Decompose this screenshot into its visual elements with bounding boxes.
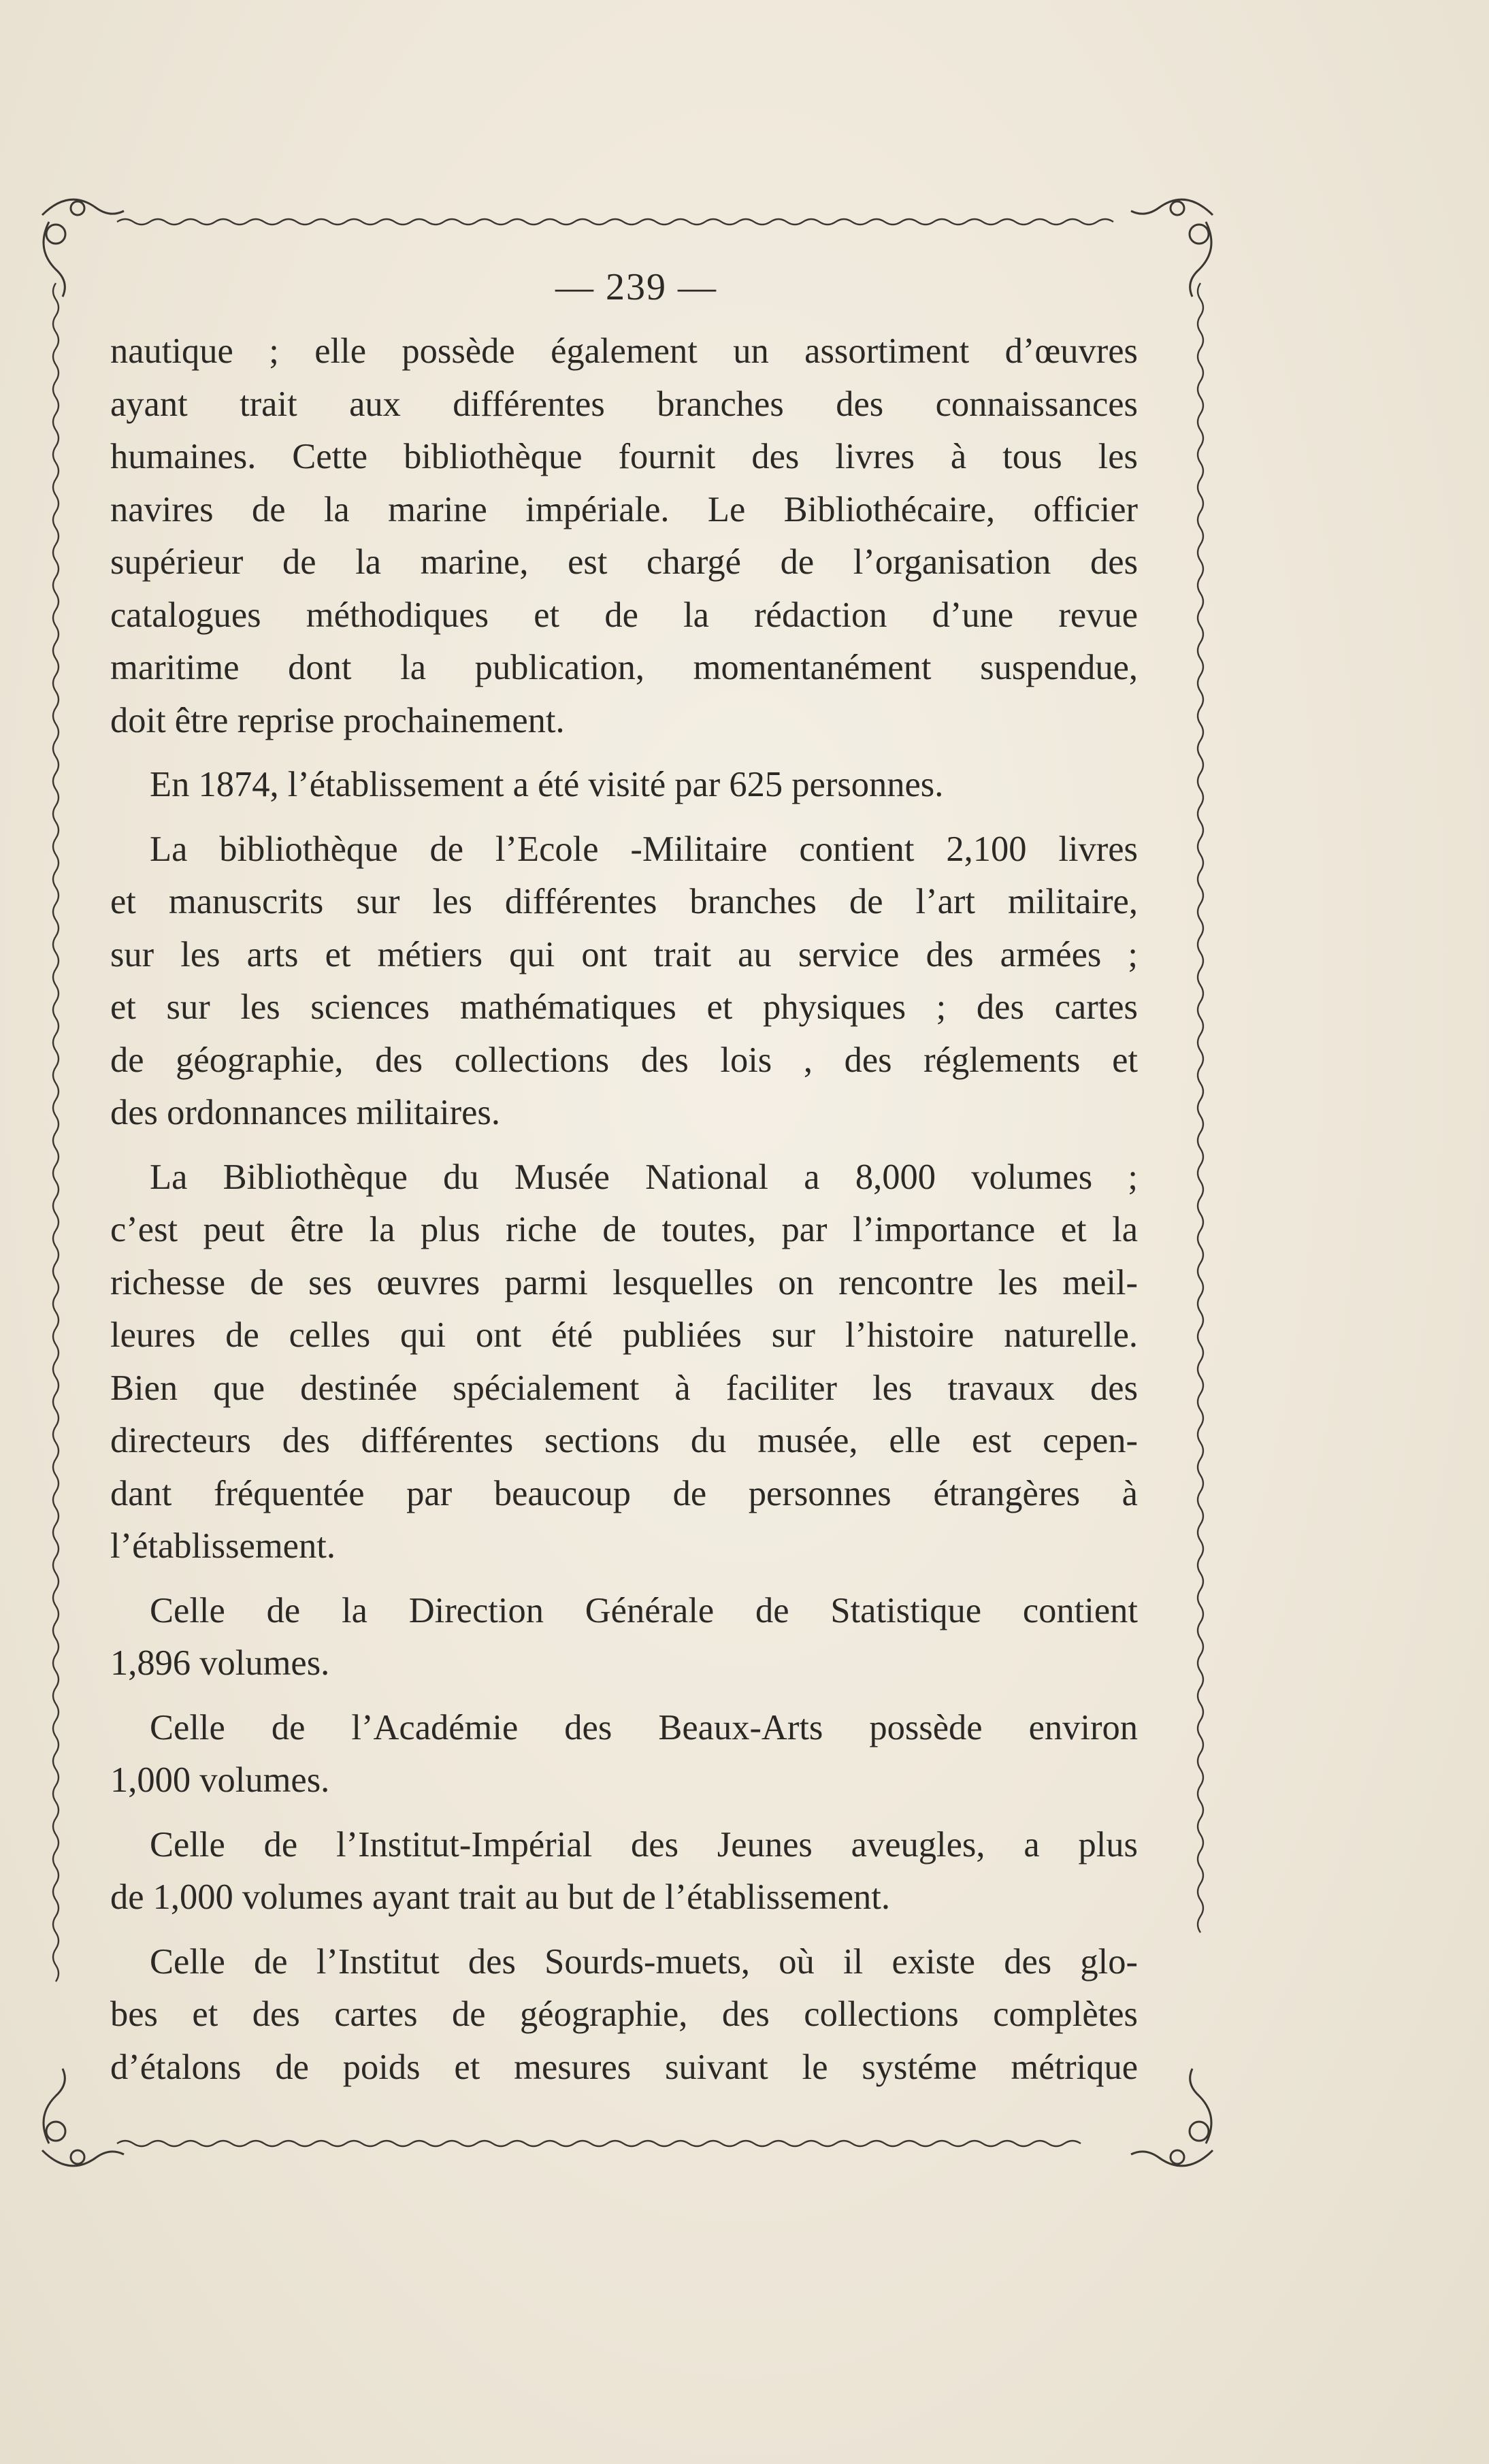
- text-line: La Bibliothèque du Musée National a 8,000 volumes ;: [150, 1157, 1138, 1197]
- text-line: ayant trait aux différentes branches des connaissances: [110, 384, 1138, 424]
- text-line: leures de celles qui ont été publiées sur l’histoire naturelle.: [110, 1315, 1138, 1355]
- left-border-line: [53, 283, 59, 1982]
- paragraph-gap: [110, 747, 1138, 759]
- text-line: 1,896 volumes.: [110, 1643, 330, 1683]
- text-line: sur les arts et métiers qui ont trait au service des armées ;: [110, 934, 1138, 974]
- text-line: richesse de ses œuvres parmi lesquelles on rencontre les meil-: [110, 1262, 1138, 1302]
- text-line: En 1874, l’établissement a été visité par 625 personnes.: [150, 765, 944, 804]
- paragraph-gap: [110, 1807, 1138, 1819]
- top-border-line: [117, 219, 1113, 225]
- text-line: dant fréquentée par beaucoup de personnes étrangères à: [110, 1473, 1138, 1513]
- text-line: de géographie, des collections des lois , des réglements et: [110, 1040, 1138, 1080]
- text-line: Celle de l’Institut des Sourds-muets, où il existe des glo-: [150, 1941, 1138, 1982]
- paragraph: [110, 325, 1138, 747]
- text-line: Celle de l’Académie des Beaux-Arts possède environ: [150, 1707, 1138, 1747]
- paragraph: [110, 1702, 1138, 1807]
- text-line: et manuscrits sur les différentes branches de l’art militaire,: [110, 882, 1138, 921]
- text-line: Celle de la Direction Générale de Statistique contient: [150, 1590, 1138, 1630]
- paragraph-gap: [110, 812, 1138, 823]
- bottom-border-line: [117, 2141, 1081, 2146]
- paragraph-gap: [110, 1690, 1138, 1702]
- body-text: [110, 325, 1138, 2094]
- text-line: Celle de l’Institut-Impérial des Jeunes aveugles, a plus: [150, 1824, 1138, 1865]
- text-line: bes et des cartes de géographie, des collections complètes: [110, 1994, 1138, 2034]
- paragraph: [110, 1819, 1138, 1924]
- paragraph: [110, 823, 1138, 1140]
- text-line: supérieur de la marine, est chargé de l’organisation des: [110, 542, 1138, 582]
- right-border-line: [1198, 283, 1203, 1933]
- text-line: La bibliothèque de l’Ecole -Militaire contient 2,100 livres: [150, 829, 1138, 869]
- text-line: nautique ; elle possède également un assortiment d’œuvres: [110, 331, 1138, 371]
- text-line: Bien que destinée spécialement à faciliter les travaux des: [110, 1368, 1138, 1408]
- text-line: humaines. Cette bibliothèque fournit des livres à tous les: [110, 437, 1138, 476]
- corner-flourish-bottom-right: [1131, 2069, 1213, 2166]
- text-line: c’est peut être la plus riche de toutes, par l’importance et la: [110, 1210, 1138, 1249]
- paragraph: [110, 1936, 1138, 2095]
- paragraph: [110, 759, 1138, 812]
- paragraph-gap: [110, 1573, 1138, 1585]
- text-line: catalogues méthodiques et de la rédaction d’une revue: [110, 595, 1138, 635]
- text-line: doit être reprise prochainement.: [110, 700, 565, 740]
- paragraph: [110, 1151, 1138, 1573]
- paragraph: [110, 1585, 1138, 1690]
- text-line: et sur les sciences mathématiques et physiques ; des cartes: [110, 987, 1138, 1027]
- text-line: directeurs des différentes sections du musée, elle est cepen-: [110, 1421, 1138, 1460]
- text-line: de 1,000 volumes ayant trait au but de l’établissement.: [110, 1877, 890, 1917]
- text-line: 1,000 volumes.: [110, 1760, 330, 1800]
- page-number: — 239 —: [555, 266, 717, 308]
- text-line: l’établissement.: [110, 1526, 336, 1566]
- text-line: des ordonnances militaires.: [110, 1093, 500, 1132]
- text-line: d’étalons de poids et mesures suivant le systéme métrique: [110, 2047, 1138, 2087]
- text-line: maritime dont la publication, momentanément suspendue,: [110, 648, 1138, 687]
- text-line: navires de la marine impériale. Le Bibliothécaire, officier: [110, 489, 1138, 529]
- paragraph-gap: [110, 1924, 1138, 1936]
- paragraph-gap: [110, 1140, 1138, 1151]
